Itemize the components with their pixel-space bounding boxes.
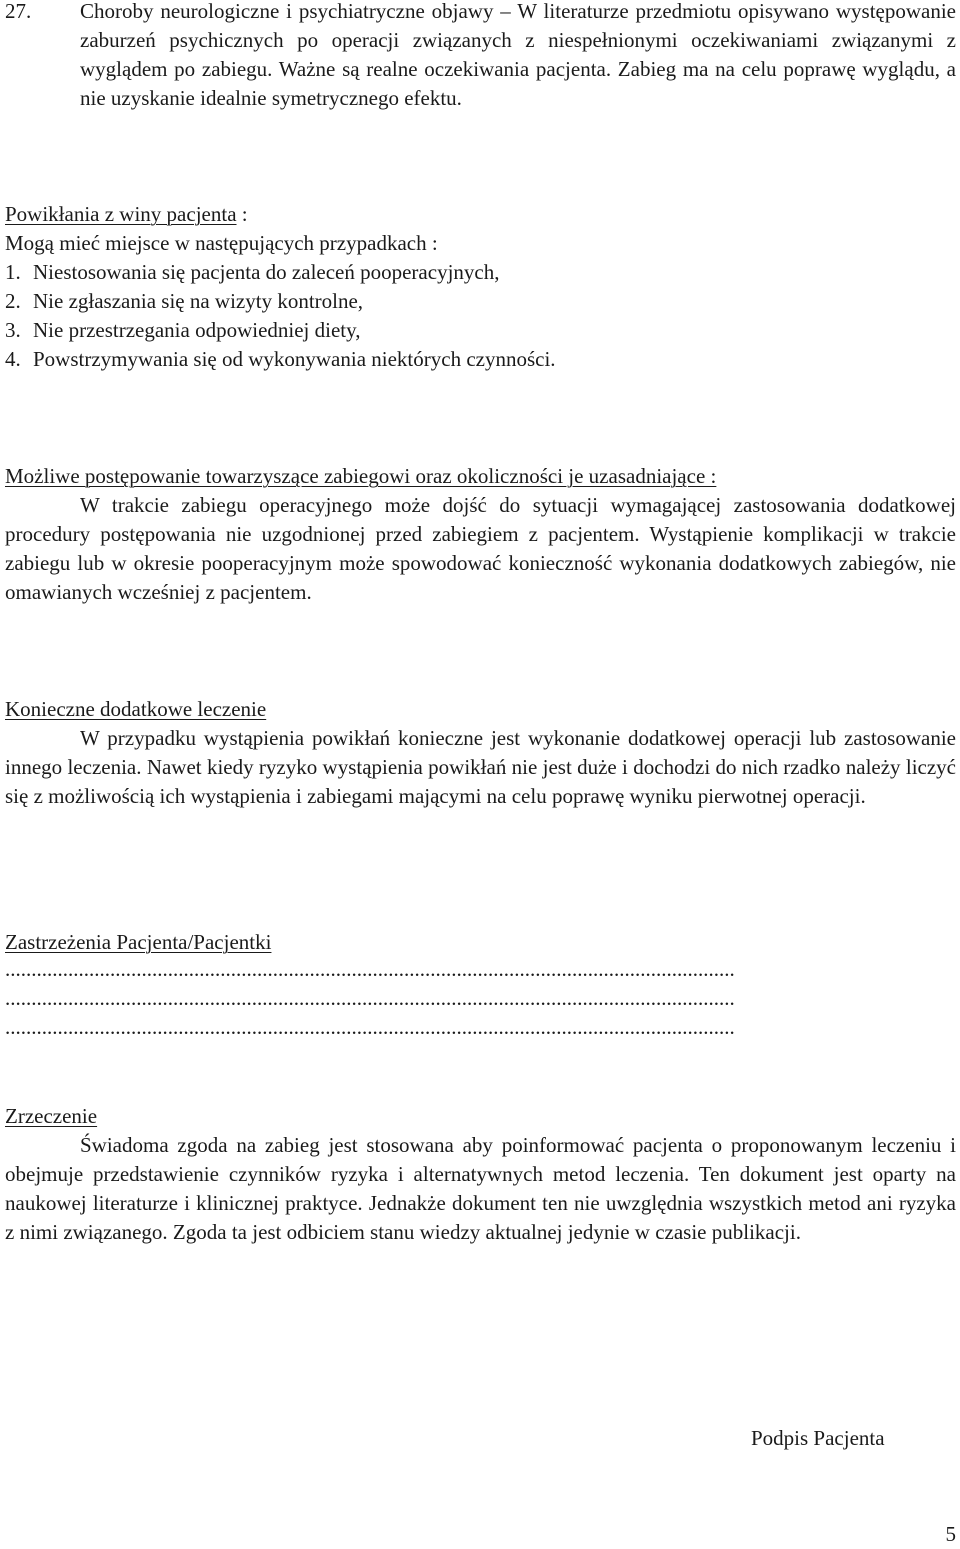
list-text: Niestosowania się pacjenta do zaleceń pooperacyjnych, xyxy=(33,260,500,284)
additional-treatment-text: W przypadku wystąpienia powikłań konieczne jest wykonanie dodatkowej operacji lub zastosowanie innego leczenia. Nawet kiedy ryzyko wystąpienia powikłań nie jest duże i dochodzi do nich rzadko należy liczyć się z możliwością ich wystąpienia i zabiegami mającymi na celu poprawę wyniku pierwotnej operacji. xyxy=(5,726,956,808)
list-number: 4. xyxy=(5,347,21,371)
list-number: 2. xyxy=(5,289,21,313)
patient-fault-heading-line xyxy=(5,200,956,229)
reservations-dotted-line[interactable]: ........................................................................................................................................... xyxy=(5,986,735,1010)
waiver-heading: Zrzeczenie xyxy=(5,1104,98,1128)
reservations-heading: Zastrzeżenia Pacjenta/Pacjentki xyxy=(5,930,272,954)
page-number: 5 xyxy=(945,1522,956,1546)
reservations-dotted-line[interactable]: ........................................................................................................................................... xyxy=(5,1015,735,1039)
list-item xyxy=(5,287,363,316)
accompanying-text: W trakcie zabiegu operacyjnego może dojść do sytuacji wymagającej zastosowania dodatkowej procedury postępowania nie uzgodnionej przed zabiegiem z pacjentem. Wystąpienie komplikacji w trakcie zabiegu lub w okresie pooperacyjnym może spowodować konieczność wykonania dodatkowych zabiegów, nie omawianych wcześniej z pacjentem. xyxy=(5,493,956,604)
patient-fault-heading: Powikłania z winy pacjenta xyxy=(5,202,237,226)
list-text: Nie zgłaszania się na wizyty kontrolne, xyxy=(33,289,364,313)
section-27-text: Choroby neurologiczne i psychiatryczne objawy – W literaturze przedmiotu opisywano występowanie zaburzeń psychicznych po operacji związanych z niespełnionymi oczekiwaniami związanymi z wyglądem po zabiegu. Ważne są realne oczekiwania pacjenta. Zabieg ma na celu poprawę wyglądu, a nie uzyskanie idealnie symetrycznego efektu. xyxy=(80,0,956,110)
waiver-text: Świadoma zgoda na zabieg jest stosowana aby poinformować pacjenta o proponowanym leczeniu i obejmuje przedstawienie czynników ryzyka i alternatywnych metod leczenia. Ten dokument jest oparty na naukowej literaturze i klinicznej praktyce. Jednakże dokument ten nie uwzględnia wszystkich metod ani ryzyka z nimi związanego. Zgoda ta jest odbiciem stanu wiedzy aktualnej jedynie w czasie publikacji. xyxy=(5,1133,956,1244)
list-text: Nie przestrzegania odpowiedniej diety, xyxy=(33,318,361,342)
patient-fault-intro: Mogą mieć miejsce w następujących przypadkach : xyxy=(5,231,438,255)
additional-treatment-heading: Konieczne dodatkowe leczenie xyxy=(5,697,267,721)
waiver-heading-line xyxy=(5,1102,956,1131)
reservations-heading-line xyxy=(5,928,956,957)
list-item xyxy=(5,345,556,374)
section-27-paragraph xyxy=(5,0,956,113)
signature-label: Podpis Pacjenta xyxy=(751,1426,885,1450)
list-item xyxy=(5,316,361,345)
list-item xyxy=(5,258,499,287)
additional-treatment-heading-line xyxy=(5,695,956,724)
patient-fault-heading-suffix: : xyxy=(236,202,248,226)
accompanying-heading: Możliwe postępowanie towarzyszące zabiegowi oraz okoliczności je uzasadniające : xyxy=(5,464,717,488)
list-number: 3. xyxy=(5,318,21,342)
list-text: Powstrzymywania się od wykonywania niektórych czynności. xyxy=(33,347,556,371)
accompanying-heading-line xyxy=(5,462,956,491)
reservations-dotted-line[interactable]: ........................................................................................................................................... xyxy=(5,957,735,981)
section-number: 27. xyxy=(5,0,32,23)
list-number: 1. xyxy=(5,260,21,284)
